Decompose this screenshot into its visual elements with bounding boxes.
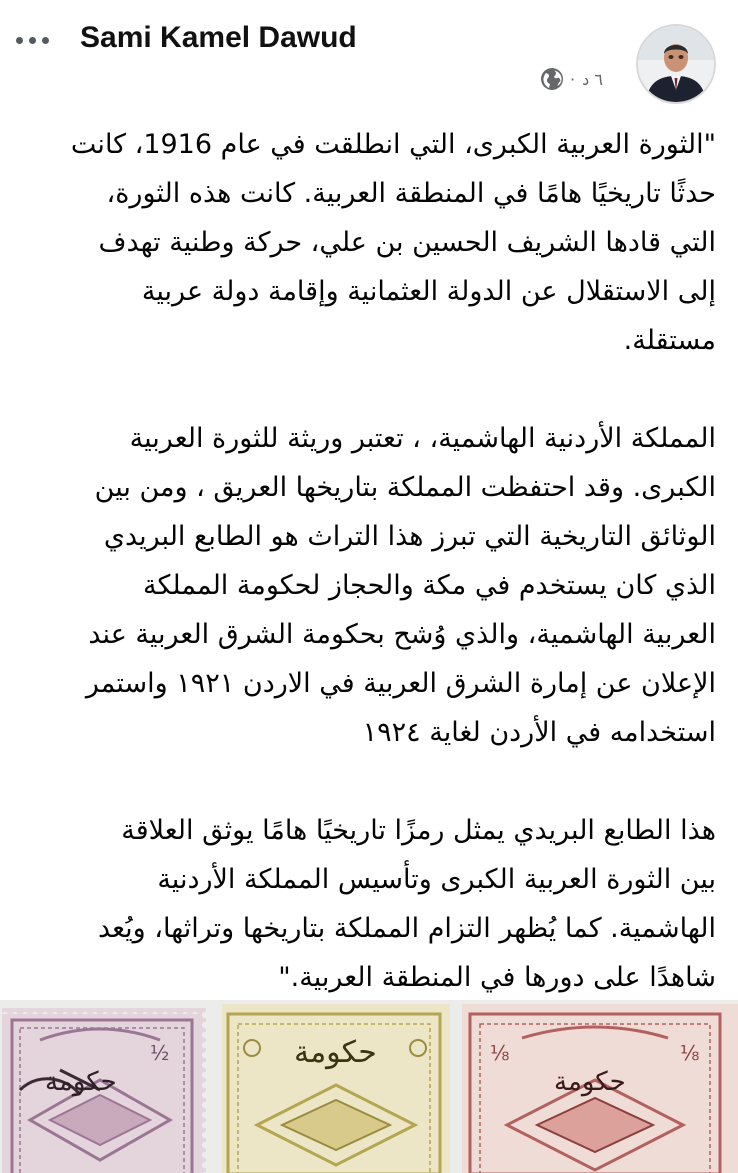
avatar-photo bbox=[638, 26, 714, 102]
avatar[interactable] bbox=[636, 24, 716, 104]
post-meta bbox=[540, 66, 603, 92]
post-header bbox=[0, 0, 738, 110]
post-separator: · bbox=[570, 69, 577, 89]
post-paragraph: "الثورة العربية الكبرى، التي انطلقت في عام 1916، كانت حدثًا تاريخيًا هامًا في المنطقة العربية. كانت هذه الثورة، التي قادها الشريف الحسين بن علي، حركة وطنية تهدف إلى الاستقلال عن الدولة العثمانية وإقامة دولة عربية مستقلة. bbox=[70, 129, 716, 356]
stamp-image bbox=[222, 1000, 450, 1173]
post-time[interactable]: ٦ د bbox=[582, 69, 603, 89]
post-paragraph: المملكة الأردنية الهاشمية، ، تعتبر وريثة للثورة العربية الكبرى. وقد احتفظت المملكة بتاريخها العريق ، ومن بين الوثائق التاريخية التي تبرز هذا التراث هو الطابع البريدي الذي كان يستخدم في مكة والحجاز لحكومة المملكة العربية الهاشمية، والذي وُشح بحكومة الشرق العربية عند الإعلان عن إمارة الشرق العربية في الاردن ١٩٢١ واستمر استخدامه في الأردن لغاية ١٩٢٤ bbox=[85, 423, 716, 748]
stamp-image bbox=[0, 1000, 212, 1173]
more-options-button[interactable] bbox=[16, 24, 64, 56]
stamp-image bbox=[462, 1000, 738, 1173]
post-text bbox=[16, 120, 716, 1002]
svg-text:⅛: ⅛ bbox=[680, 1041, 700, 1065]
svg-text:⅛: ⅛ bbox=[490, 1041, 510, 1065]
post-paragraph: هذا الطابع البريدي يمثل رمزًا تاريخيًا هامًا يوثق العلاقة بين الثورة العربية الكبرى وتأسيس المملكة الأردنية الهاشمية. كما يُظهر التزام المملكة بتاريخها وتراثها، ويُعد شاهدًا على دورها في المنطقة العربية." bbox=[97, 815, 716, 993]
stamps-photo[interactable] bbox=[0, 1000, 738, 1173]
more-dot bbox=[16, 37, 23, 44]
stamp-overprint: حكومة bbox=[45, 1067, 117, 1097]
svg-text:½: ½ bbox=[150, 1041, 170, 1065]
author-name[interactable]: Sami Kamel Dawud bbox=[80, 21, 357, 54]
stamp-overprint: حكومة bbox=[294, 1035, 377, 1070]
more-dot bbox=[29, 37, 36, 44]
stamp-overprint: حكومة bbox=[554, 1067, 626, 1097]
more-dot bbox=[42, 37, 49, 44]
globe-icon[interactable] bbox=[540, 67, 564, 91]
